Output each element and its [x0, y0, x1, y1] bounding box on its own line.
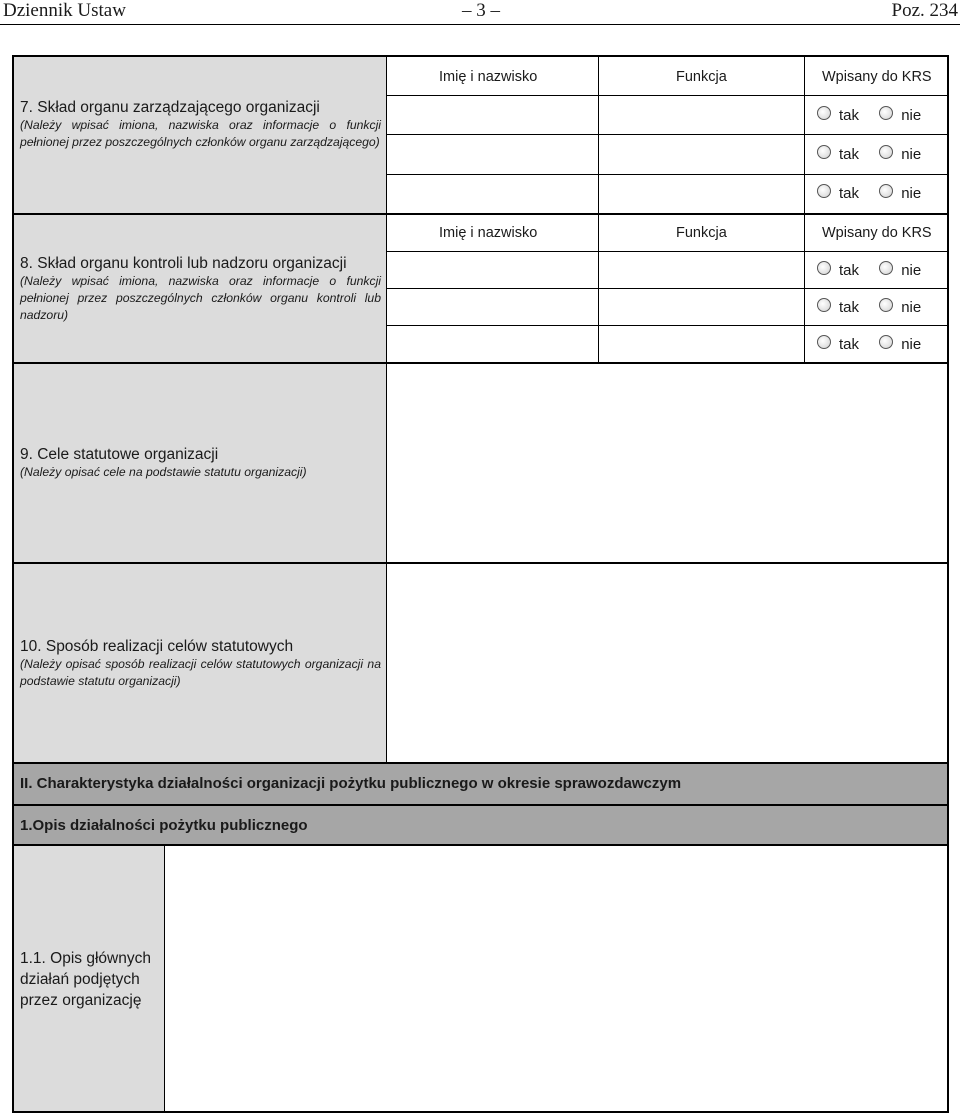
s7-col-name: Imię i nazwisko [439, 69, 538, 85]
s8-row2-krs [817, 298, 921, 318]
s8-row3-nie-option[interactable]: nie [879, 335, 921, 355]
page-header [0, 0, 960, 25]
section-8-label-cell [14, 215, 387, 363]
s8-row1-tak-option[interactable]: tak [817, 261, 859, 281]
radio-icon[interactable] [817, 145, 831, 159]
s7-row3-nie-option[interactable]: nie [879, 184, 921, 204]
s7-row2-name-input[interactable] [388, 136, 598, 174]
radio-icon[interactable] [879, 106, 893, 120]
radio-icon[interactable] [879, 261, 893, 275]
report-form [12, 55, 949, 1113]
s7-row1-name-input[interactable] [388, 97, 598, 134]
page-number: – 3 – [462, 0, 500, 21]
divider [14, 562, 947, 564]
section-10-input[interactable] [388, 564, 947, 763]
radio-icon[interactable] [817, 335, 831, 349]
s7-row2-function-input[interactable] [600, 136, 804, 174]
radio-icon[interactable] [817, 298, 831, 312]
s8-row1-name-input[interactable] [388, 253, 598, 288]
s8-row1-function-input[interactable] [600, 253, 804, 288]
divider [598, 57, 599, 214]
s8-row3-function-input[interactable] [600, 327, 804, 363]
s7-row2-tak-option[interactable]: tak [817, 145, 859, 165]
s7-row1-nie-option[interactable]: nie [879, 106, 921, 126]
radio-icon[interactable] [879, 145, 893, 159]
section-9-input[interactable] [388, 364, 947, 563]
s8-row2-nie-option[interactable]: nie [879, 298, 921, 318]
s8-row3-krs [817, 335, 921, 355]
section-10-title: 10. Sposób realizacji celów statutowych [20, 638, 294, 655]
section-10-hint: (Należy opisać sposób realizacji celów statutowych organizacji na podstawie statutu organizacji) [20, 657, 381, 688]
radio-icon[interactable] [879, 184, 893, 198]
subsection-1-heading: 1.Opis działalności pożytku publicznego [14, 806, 947, 845]
section-8-title: 8. Skład organu kontroli lub nadzoru organizacji [20, 255, 347, 272]
s8-row3-name-input[interactable] [388, 327, 598, 363]
divider [14, 844, 947, 846]
s7-row3-function-input[interactable] [600, 176, 804, 213]
s7-row3-name-input[interactable] [388, 176, 598, 213]
radio-icon[interactable] [879, 298, 893, 312]
divider [386, 134, 947, 135]
s7-row2-krs [817, 145, 921, 165]
s8-row2-tak-option[interactable]: tak [817, 298, 859, 318]
s8-col-krs: Wpisany do KRS [822, 225, 932, 241]
radio-icon[interactable] [817, 261, 831, 275]
journal-title: Dziennik Ustaw [3, 0, 126, 21]
radio-icon[interactable] [879, 335, 893, 349]
section-8-hint: (Należy wpisać imiona, nazwiska oraz informacje o funkcji pełnionej przez poszczególnych członków organu kontroli lub nadzoru) [20, 274, 381, 322]
s7-col-function: Funkcja [676, 69, 727, 85]
s7-row1-krs [817, 106, 921, 126]
s7-col-krs: Wpisany do KRS [822, 69, 932, 85]
subsection-1-1-label-cell [14, 846, 164, 1111]
divider [386, 57, 387, 763]
s8-row1-krs [817, 261, 921, 281]
divider [386, 251, 947, 252]
s8-row2-function-input[interactable] [600, 290, 804, 325]
section-9-label-cell [14, 364, 387, 563]
s8-row3-tak-option[interactable]: tak [817, 335, 859, 355]
divider [386, 95, 947, 96]
subsection-1-1-title: 1.1. Opis głównych działań podjętych przez organizację [20, 950, 151, 1009]
s7-row2-nie-option[interactable]: nie [879, 145, 921, 165]
radio-icon[interactable] [817, 106, 831, 120]
part-II-heading: II. Charakterystyka działalności organizacji pożytku publicznego w okresie sprawozdawczym [14, 764, 947, 804]
divider [164, 846, 165, 1111]
s8-col-name: Imię i nazwisko [439, 225, 538, 241]
divider [14, 762, 947, 764]
s7-row1-tak-option[interactable]: tak [817, 106, 859, 126]
divider [14, 804, 947, 806]
position-number: Poz. 234 [891, 0, 958, 21]
divider [386, 174, 947, 175]
divider [14, 213, 947, 215]
s7-row3-krs [817, 184, 921, 204]
divider [804, 57, 805, 214]
subsection-1-1-input[interactable] [165, 846, 947, 1111]
section-7-label-cell [14, 57, 387, 214]
s8-col-function: Funkcja [676, 225, 727, 241]
section-9-hint: (Należy opisać cele na podstawie statutu organizacji) [20, 465, 307, 479]
s7-row3-tak-option[interactable]: tak [817, 184, 859, 204]
section-7-title: 7. Skład organu zarządzającego organizacji [20, 99, 320, 116]
section-10-label-cell [14, 564, 387, 763]
divider [386, 288, 947, 289]
s8-row2-name-input[interactable] [388, 290, 598, 325]
radio-icon[interactable] [817, 184, 831, 198]
s7-row1-function-input[interactable] [600, 97, 804, 134]
divider [14, 362, 947, 364]
divider [386, 325, 947, 326]
s8-row1-nie-option[interactable]: nie [879, 261, 921, 281]
section-7-hint: (Należy wpisać imiona, nazwiska oraz informacje o funkcji pełnionej przez poszczególnych członków organu zarządzającego) [20, 118, 381, 149]
section-9-title: 9. Cele statutowe organizacji [20, 446, 219, 463]
